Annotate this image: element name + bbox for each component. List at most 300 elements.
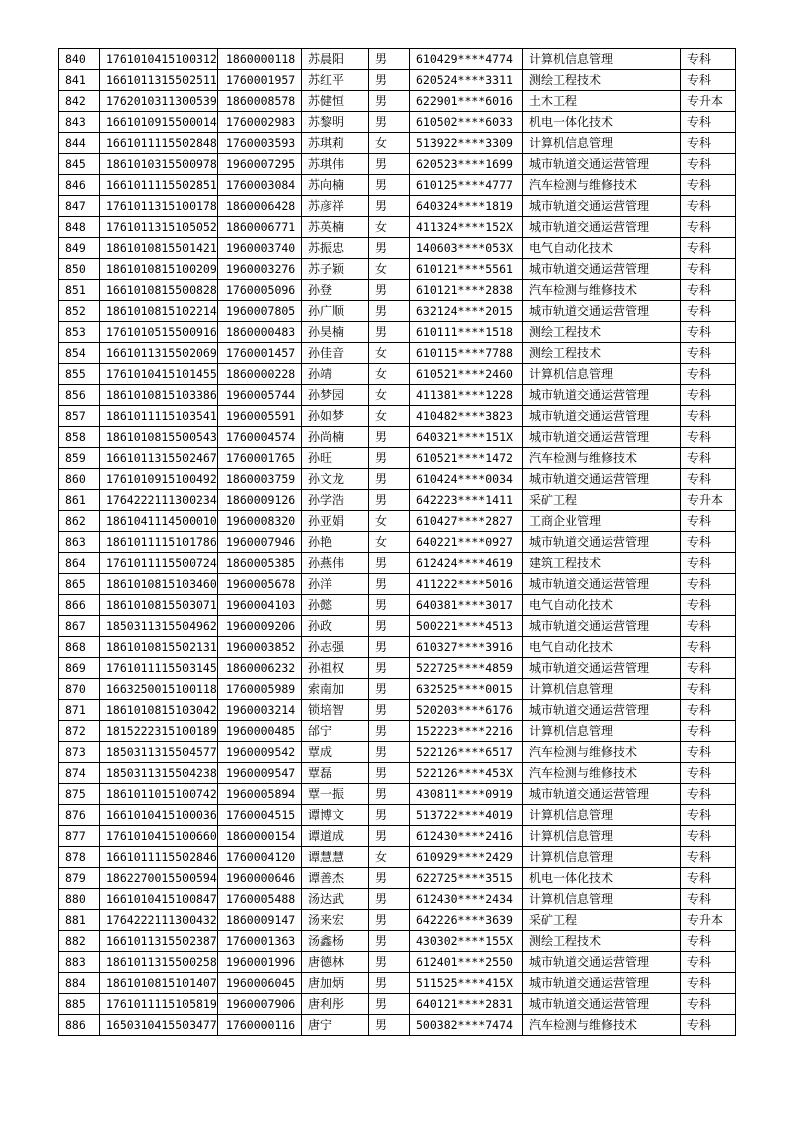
level-cell: 专科	[681, 469, 736, 490]
candidate-id-cell: 1815222315100189	[100, 721, 218, 742]
exam-id-cell: 1960009206	[218, 616, 302, 637]
name-cell: 苏黎明	[302, 112, 369, 133]
major-cell: 计算机信息管理	[523, 133, 681, 154]
major-cell: 城市轨道交通运营管理	[523, 301, 681, 322]
seq-cell: 885	[59, 994, 100, 1015]
candidate-id-cell: 1850311315504238	[100, 763, 218, 784]
gender-cell: 男	[369, 826, 410, 847]
level-cell: 专科	[681, 742, 736, 763]
candidate-id-cell: 1761010415100660	[100, 826, 218, 847]
candidate-id-cell: 1861010815500543	[100, 427, 218, 448]
seq-cell: 868	[59, 637, 100, 658]
major-cell: 计算机信息管理	[523, 679, 681, 700]
id-number-cell: 640324****1819	[410, 196, 523, 217]
seq-cell: 843	[59, 112, 100, 133]
seq-cell: 846	[59, 175, 100, 196]
name-cell: 孙文龙	[302, 469, 369, 490]
level-cell: 专科	[681, 616, 736, 637]
gender-cell: 男	[369, 301, 410, 322]
seq-cell: 841	[59, 70, 100, 91]
roster-body	[59, 49, 736, 1036]
id-number-cell: 430302****155X	[410, 931, 523, 952]
id-number-cell: 411222****5016	[410, 574, 523, 595]
major-cell: 城市轨道交通运营管理	[523, 973, 681, 994]
id-number-cell: 622725****3515	[410, 868, 523, 889]
candidate-id-cell: 1861011115101786	[100, 532, 218, 553]
name-cell: 谭善杰	[302, 868, 369, 889]
level-cell: 专科	[681, 763, 736, 784]
candidate-id-cell: 1861010815103386	[100, 385, 218, 406]
name-cell: 苏红平	[302, 70, 369, 91]
table-row	[59, 196, 736, 217]
major-cell: 汽车检测与维修技术	[523, 742, 681, 763]
exam-id-cell: 1760000116	[218, 1015, 302, 1036]
seq-cell: 881	[59, 910, 100, 931]
name-cell: 孙广顺	[302, 301, 369, 322]
gender-cell: 男	[369, 112, 410, 133]
gender-cell: 女	[369, 532, 410, 553]
exam-id-cell: 1760005989	[218, 679, 302, 700]
level-cell: 专科	[681, 889, 736, 910]
student-roster-table	[58, 48, 736, 1036]
name-cell: 覃成	[302, 742, 369, 763]
name-cell: 谭博文	[302, 805, 369, 826]
gender-cell: 男	[369, 91, 410, 112]
major-cell: 计算机信息管理	[523, 364, 681, 385]
exam-id-cell: 1960003852	[218, 637, 302, 658]
seq-cell: 884	[59, 973, 100, 994]
id-number-cell: 522126****453X	[410, 763, 523, 784]
name-cell: 苏晨阳	[302, 49, 369, 70]
table-row	[59, 448, 736, 469]
id-number-cell: 610121****2838	[410, 280, 523, 301]
gender-cell: 男	[369, 700, 410, 721]
id-number-cell: 612401****2550	[410, 952, 523, 973]
name-cell: 唐利彤	[302, 994, 369, 1015]
table-row	[59, 532, 736, 553]
major-cell: 城市轨道交通运营管理	[523, 154, 681, 175]
gender-cell: 男	[369, 637, 410, 658]
level-cell: 专科	[681, 259, 736, 280]
table-row	[59, 994, 736, 1015]
table-row	[59, 49, 736, 70]
candidate-id-cell: 1661010415100847	[100, 889, 218, 910]
seq-cell: 863	[59, 532, 100, 553]
major-cell: 城市轨道交通运营管理	[523, 532, 681, 553]
id-number-cell: 640221****0927	[410, 532, 523, 553]
major-cell: 计算机信息管理	[523, 805, 681, 826]
major-cell: 测绘工程技术	[523, 931, 681, 952]
id-number-cell: 612424****4619	[410, 553, 523, 574]
gender-cell: 女	[369, 343, 410, 364]
candidate-id-cell: 1861010815501421	[100, 238, 218, 259]
name-cell: 汤鑫杨	[302, 931, 369, 952]
level-cell: 专科	[681, 721, 736, 742]
major-cell: 建筑工程技术	[523, 553, 681, 574]
major-cell: 电气自动化技术	[523, 238, 681, 259]
exam-id-cell: 1760001457	[218, 343, 302, 364]
exam-id-cell: 1760001765	[218, 448, 302, 469]
seq-cell: 844	[59, 133, 100, 154]
table-row	[59, 637, 736, 658]
id-number-cell: 610502****6033	[410, 112, 523, 133]
id-number-cell: 610521****2460	[410, 364, 523, 385]
level-cell: 专科	[681, 133, 736, 154]
level-cell: 专科	[681, 700, 736, 721]
gender-cell: 男	[369, 973, 410, 994]
candidate-id-cell: 1850311315504962	[100, 616, 218, 637]
level-cell: 专科	[681, 175, 736, 196]
exam-id-cell: 1960007805	[218, 301, 302, 322]
candidate-id-cell: 1861010815103042	[100, 700, 218, 721]
exam-id-cell: 1860006771	[218, 217, 302, 238]
seq-cell: 876	[59, 805, 100, 826]
table-row	[59, 511, 736, 532]
candidate-id-cell: 1761011115500724	[100, 553, 218, 574]
exam-id-cell: 1860009147	[218, 910, 302, 931]
seq-cell: 875	[59, 784, 100, 805]
table-row	[59, 784, 736, 805]
seq-cell: 872	[59, 721, 100, 742]
candidate-id-cell: 1861010815101407	[100, 973, 218, 994]
id-number-cell: 500382****7474	[410, 1015, 523, 1036]
level-cell: 专科	[681, 280, 736, 301]
major-cell: 城市轨道交通运营管理	[523, 658, 681, 679]
major-cell: 土木工程	[523, 91, 681, 112]
gender-cell: 男	[369, 49, 410, 70]
seq-cell: 886	[59, 1015, 100, 1036]
candidate-id-cell: 1761011315100178	[100, 196, 218, 217]
candidate-id-cell: 1761010415101455	[100, 364, 218, 385]
level-cell: 专科	[681, 448, 736, 469]
id-number-cell: 640321****151X	[410, 427, 523, 448]
table-row	[59, 490, 736, 511]
id-number-cell: 640381****3017	[410, 595, 523, 616]
candidate-id-cell: 1661011315502069	[100, 343, 218, 364]
level-cell: 专科	[681, 637, 736, 658]
level-cell: 专科	[681, 595, 736, 616]
seq-cell: 874	[59, 763, 100, 784]
table-row	[59, 322, 736, 343]
exam-id-cell: 1960005591	[218, 406, 302, 427]
level-cell: 专科	[681, 511, 736, 532]
id-number-cell: 642223****1411	[410, 490, 523, 511]
level-cell: 专科	[681, 154, 736, 175]
exam-id-cell: 1960009547	[218, 763, 302, 784]
level-cell: 专科	[681, 805, 736, 826]
major-cell: 机电一体化技术	[523, 868, 681, 889]
gender-cell: 男	[369, 721, 410, 742]
major-cell: 采矿工程	[523, 490, 681, 511]
id-number-cell: 430811****0919	[410, 784, 523, 805]
candidate-id-cell: 1764222111300432	[100, 910, 218, 931]
id-number-cell: 610424****0034	[410, 469, 523, 490]
exam-id-cell: 1760003593	[218, 133, 302, 154]
exam-id-cell: 1760004515	[218, 805, 302, 826]
gender-cell: 男	[369, 448, 410, 469]
gender-cell: 男	[369, 931, 410, 952]
name-cell: 孙如梦	[302, 406, 369, 427]
name-cell: 覃磊	[302, 763, 369, 784]
id-number-cell: 522126****6517	[410, 742, 523, 763]
seq-cell: 845	[59, 154, 100, 175]
gender-cell: 男	[369, 763, 410, 784]
level-cell: 专科	[681, 385, 736, 406]
name-cell: 苏彦祥	[302, 196, 369, 217]
level-cell: 专科	[681, 238, 736, 259]
gender-cell: 男	[369, 322, 410, 343]
id-number-cell: 610929****2429	[410, 847, 523, 868]
major-cell: 城市轨道交通运营管理	[523, 994, 681, 1015]
table-row	[59, 343, 736, 364]
exam-id-cell: 1860009126	[218, 490, 302, 511]
table-row	[59, 175, 736, 196]
gender-cell: 男	[369, 679, 410, 700]
id-number-cell: 620523****1699	[410, 154, 523, 175]
seq-cell: 873	[59, 742, 100, 763]
name-cell: 锁培智	[302, 700, 369, 721]
gender-cell: 男	[369, 868, 410, 889]
table-row	[59, 364, 736, 385]
table-row	[59, 868, 736, 889]
table-row	[59, 973, 736, 994]
id-number-cell: 411381****1228	[410, 385, 523, 406]
major-cell: 计算机信息管理	[523, 49, 681, 70]
exam-id-cell: 1760004574	[218, 427, 302, 448]
candidate-id-cell: 1650310415503477	[100, 1015, 218, 1036]
table-row	[59, 721, 736, 742]
seq-cell: 840	[59, 49, 100, 70]
major-cell: 汽车检测与维修技术	[523, 1015, 681, 1036]
table-row	[59, 238, 736, 259]
candidate-id-cell: 1761010415100312	[100, 49, 218, 70]
table-row	[59, 931, 736, 952]
level-cell: 专科	[681, 343, 736, 364]
name-cell: 唐加炳	[302, 973, 369, 994]
gender-cell: 女	[369, 364, 410, 385]
candidate-id-cell: 1661011315502467	[100, 448, 218, 469]
seq-cell: 852	[59, 301, 100, 322]
id-number-cell: 610111****1518	[410, 322, 523, 343]
table-row	[59, 763, 736, 784]
id-number-cell: 620524****3311	[410, 70, 523, 91]
major-cell: 计算机信息管理	[523, 826, 681, 847]
exam-id-cell: 1760001363	[218, 931, 302, 952]
id-number-cell: 500221****4513	[410, 616, 523, 637]
id-number-cell: 152223****2216	[410, 721, 523, 742]
major-cell: 汽车检测与维修技术	[523, 763, 681, 784]
seq-cell: 865	[59, 574, 100, 595]
exam-id-cell: 1960003276	[218, 259, 302, 280]
name-cell: 孙靖	[302, 364, 369, 385]
candidate-id-cell: 1661010915500014	[100, 112, 218, 133]
level-cell: 专科	[681, 532, 736, 553]
candidate-id-cell: 1661010815500828	[100, 280, 218, 301]
candidate-id-cell: 1661011315502387	[100, 931, 218, 952]
candidate-id-cell: 1861011315500258	[100, 952, 218, 973]
name-cell: 孙政	[302, 616, 369, 637]
name-cell: 唐德林	[302, 952, 369, 973]
candidate-id-cell: 1861041114500010	[100, 511, 218, 532]
seq-cell: 882	[59, 931, 100, 952]
major-cell: 采矿工程	[523, 910, 681, 931]
table-row	[59, 133, 736, 154]
level-cell: 专科	[681, 658, 736, 679]
gender-cell: 男	[369, 910, 410, 931]
gender-cell: 男	[369, 1015, 410, 1036]
gender-cell: 男	[369, 994, 410, 1015]
candidate-id-cell: 1663250015100118	[100, 679, 218, 700]
candidate-id-cell: 1764222111300234	[100, 490, 218, 511]
exam-id-cell: 1960004103	[218, 595, 302, 616]
candidate-id-cell: 1762010311300539	[100, 91, 218, 112]
gender-cell: 男	[369, 658, 410, 679]
seq-cell: 869	[59, 658, 100, 679]
seq-cell: 856	[59, 385, 100, 406]
exam-id-cell: 1960005678	[218, 574, 302, 595]
seq-cell: 859	[59, 448, 100, 469]
exam-id-cell: 1960000646	[218, 868, 302, 889]
candidate-id-cell: 1861010815102214	[100, 301, 218, 322]
exam-id-cell: 1760005488	[218, 889, 302, 910]
name-cell: 孙登	[302, 280, 369, 301]
major-cell: 城市轨道交通运营管理	[523, 406, 681, 427]
gender-cell: 男	[369, 196, 410, 217]
id-number-cell: 610427****2827	[410, 511, 523, 532]
level-cell: 专科	[681, 553, 736, 574]
gender-cell: 男	[369, 154, 410, 175]
id-number-cell: 610429****4774	[410, 49, 523, 70]
table-row	[59, 154, 736, 175]
exam-id-cell: 1960003740	[218, 238, 302, 259]
gender-cell: 女	[369, 259, 410, 280]
exam-id-cell: 1960006045	[218, 973, 302, 994]
candidate-id-cell: 1861010815503071	[100, 595, 218, 616]
exam-id-cell: 1960008320	[218, 511, 302, 532]
table-row	[59, 679, 736, 700]
gender-cell: 男	[369, 574, 410, 595]
candidate-id-cell: 1761010515500916	[100, 322, 218, 343]
name-cell: 谭慧慧	[302, 847, 369, 868]
table-row	[59, 910, 736, 931]
candidate-id-cell: 1861010815103460	[100, 574, 218, 595]
name-cell: 孙佳音	[302, 343, 369, 364]
table-row	[59, 595, 736, 616]
exam-id-cell: 1760002983	[218, 112, 302, 133]
id-number-cell: 610125****4777	[410, 175, 523, 196]
name-cell: 苏琪伟	[302, 154, 369, 175]
seq-cell: 848	[59, 217, 100, 238]
level-cell: 专科	[681, 994, 736, 1015]
id-number-cell: 520203****6176	[410, 700, 523, 721]
level-cell: 专科	[681, 679, 736, 700]
gender-cell: 男	[369, 805, 410, 826]
candidate-id-cell: 1861010315500978	[100, 154, 218, 175]
level-cell: 专科	[681, 1015, 736, 1036]
candidate-id-cell: 1661011115502848	[100, 133, 218, 154]
level-cell: 专科	[681, 973, 736, 994]
major-cell: 汽车检测与维修技术	[523, 280, 681, 301]
id-number-cell: 642226****3639	[410, 910, 523, 931]
seq-cell: 858	[59, 427, 100, 448]
level-cell: 专科	[681, 301, 736, 322]
candidate-id-cell: 1861010815502131	[100, 637, 218, 658]
table-row	[59, 280, 736, 301]
major-cell: 计算机信息管理	[523, 721, 681, 742]
table-row	[59, 616, 736, 637]
name-cell: 苏琪莉	[302, 133, 369, 154]
candidate-id-cell: 1761011115503145	[100, 658, 218, 679]
major-cell: 城市轨道交通运营管理	[523, 196, 681, 217]
exam-id-cell: 1960001996	[218, 952, 302, 973]
level-cell: 专科	[681, 406, 736, 427]
id-number-cell: 513922****3309	[410, 133, 523, 154]
candidate-id-cell: 1861011115103541	[100, 406, 218, 427]
gender-cell: 女	[369, 385, 410, 406]
seq-cell: 857	[59, 406, 100, 427]
id-number-cell: 522725****4859	[410, 658, 523, 679]
major-cell: 汽车检测与维修技术	[523, 448, 681, 469]
gender-cell: 男	[369, 889, 410, 910]
id-number-cell: 610521****1472	[410, 448, 523, 469]
name-cell: 孙旺	[302, 448, 369, 469]
seq-cell: 870	[59, 679, 100, 700]
table-row	[59, 574, 736, 595]
id-number-cell: 632525****0015	[410, 679, 523, 700]
exam-id-cell: 1860008578	[218, 91, 302, 112]
major-cell: 城市轨道交通运营管理	[523, 427, 681, 448]
exam-id-cell: 1760003084	[218, 175, 302, 196]
name-cell: 苏向楠	[302, 175, 369, 196]
candidate-id-cell: 1661011115502846	[100, 847, 218, 868]
gender-cell: 男	[369, 784, 410, 805]
gender-cell: 男	[369, 952, 410, 973]
level-cell: 专科	[681, 217, 736, 238]
exam-id-cell: 1860000483	[218, 322, 302, 343]
id-number-cell: 610115****7788	[410, 343, 523, 364]
level-cell: 专科	[681, 847, 736, 868]
name-cell: 覃一振	[302, 784, 369, 805]
table-row	[59, 385, 736, 406]
level-cell: 专科	[681, 112, 736, 133]
name-cell: 汤达武	[302, 889, 369, 910]
exam-id-cell: 1860003759	[218, 469, 302, 490]
id-number-cell: 610121****5561	[410, 259, 523, 280]
level-cell: 专升本	[681, 490, 736, 511]
gender-cell: 男	[369, 595, 410, 616]
gender-cell: 男	[369, 70, 410, 91]
name-cell: 苏健恒	[302, 91, 369, 112]
gender-cell: 男	[369, 490, 410, 511]
candidate-id-cell: 1661010415100036	[100, 805, 218, 826]
gender-cell: 女	[369, 511, 410, 532]
gender-cell: 男	[369, 175, 410, 196]
exam-id-cell: 1860006428	[218, 196, 302, 217]
gender-cell: 女	[369, 406, 410, 427]
name-cell: 孙祖权	[302, 658, 369, 679]
seq-cell: 862	[59, 511, 100, 532]
name-cell: 邰宁	[302, 721, 369, 742]
major-cell: 测绘工程技术	[523, 343, 681, 364]
table-row	[59, 259, 736, 280]
candidate-id-cell: 1761011115105819	[100, 994, 218, 1015]
seq-cell: 867	[59, 616, 100, 637]
candidate-id-cell: 1661011115502851	[100, 175, 218, 196]
major-cell: 电气自动化技术	[523, 637, 681, 658]
id-number-cell: 640121****2831	[410, 994, 523, 1015]
candidate-id-cell: 1861011015100742	[100, 784, 218, 805]
seq-cell: 850	[59, 259, 100, 280]
